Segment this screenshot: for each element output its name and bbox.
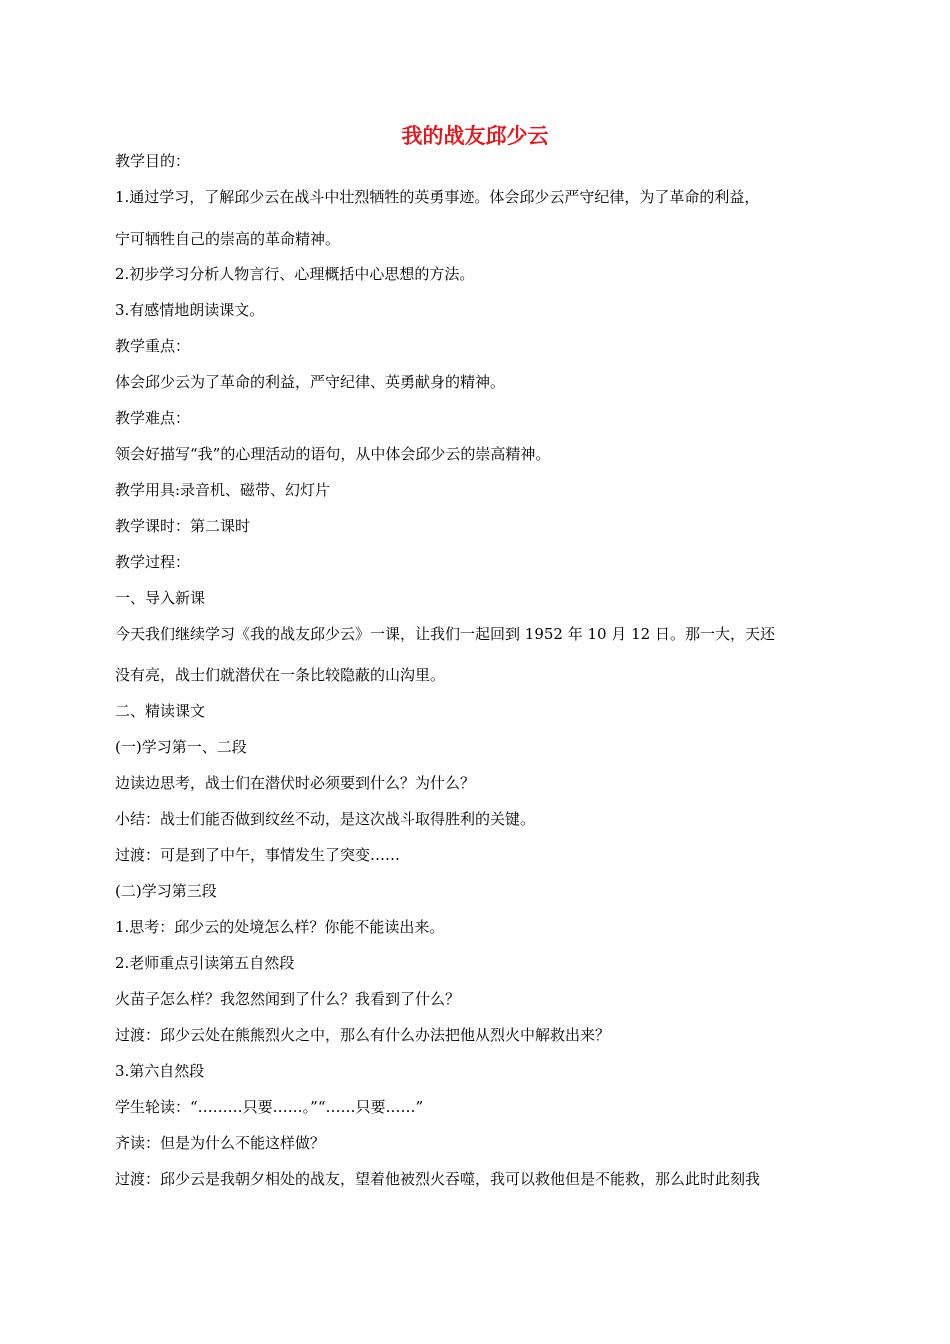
text-line: 教学重点： — [115, 337, 191, 355]
text-line: 过渡：邱少云处在熊熊烈火之中，那么有什么办法把他从烈火中解救出来？ — [115, 1026, 611, 1044]
text-line: 小结：战士们能否做到纹丝不动，是这次战斗取得胜利的关键。 — [115, 810, 536, 828]
document-title: 我的战友邱少云 — [401, 124, 549, 148]
text-line: 火苗子怎么样？我忽然闻到了什么？我看到了什么？ — [115, 990, 461, 1008]
text-line: 齐读：但是为什么不能这样做？ — [115, 1134, 326, 1152]
text-line: 体会邱少云为了革命的利益，严守纪律、英勇献身的精神。 — [115, 373, 506, 391]
text-line: 过渡：可是到了中午，事情发生了突变…… — [115, 846, 401, 864]
text-line: 过渡：邱少云是我朝夕相处的战友，望着他被烈火吞噬，我可以救他但是不能救，那么此时此刻我 — [115, 1170, 761, 1188]
text-line: 3.第六自然段 — [115, 1062, 205, 1080]
text-line: 教学过程： — [115, 553, 191, 571]
text-line: (二)学习第三段 — [115, 882, 217, 900]
text-line: 1.通过学习，了解邱少云在战斗中壮烈牺牲的英勇事迹。体会邱少云严守纪律，为了革命的利益， — [115, 188, 760, 206]
text-line: 1.思考：邱少云的处境怎么样？你能不能读出来。 — [115, 918, 445, 936]
text-line: (一)学习第一、二段 — [115, 738, 247, 756]
text-line: 教学用具:录音机、磁带、幻灯片 — [115, 481, 331, 499]
text-line: 教学难点： — [115, 409, 191, 427]
text-line: 教学目的： — [115, 152, 191, 170]
text-line: 2.初步学习分析人物言行、心理概括中心思想的方法。 — [115, 265, 475, 283]
text-line: 一、导入新课 — [115, 589, 206, 607]
text-line: 没有亮，战士们就潜伏在一条比较隐蔽的山沟里。 — [115, 666, 446, 684]
text-line: 2.老师重点引读第五自然段 — [115, 954, 295, 972]
text-line: 学生轮读：“………只要……。”“……只要……” — [115, 1098, 424, 1116]
text-line: 宁可牺牲自己的崇高的革命精神。 — [115, 230, 341, 248]
text-line: 领会好描写“我”的心理活动的语句，从中体会邱少云的崇高精神。 — [115, 445, 551, 463]
text-line: 教学课时：第二课时 — [115, 517, 251, 535]
text-line: 今天我们继续学习《我的战友邱少云》一课，让我们一起回到 1952 年 10 月 12 日。那一大，天还 — [115, 625, 775, 643]
text-line: 3.有感情地朗读课文。 — [115, 301, 265, 319]
text-line: 边读边思考，战士们在潜伏时必须要到什么？为什么？ — [115, 774, 476, 792]
text-line: 二、精读课文 — [115, 702, 206, 720]
